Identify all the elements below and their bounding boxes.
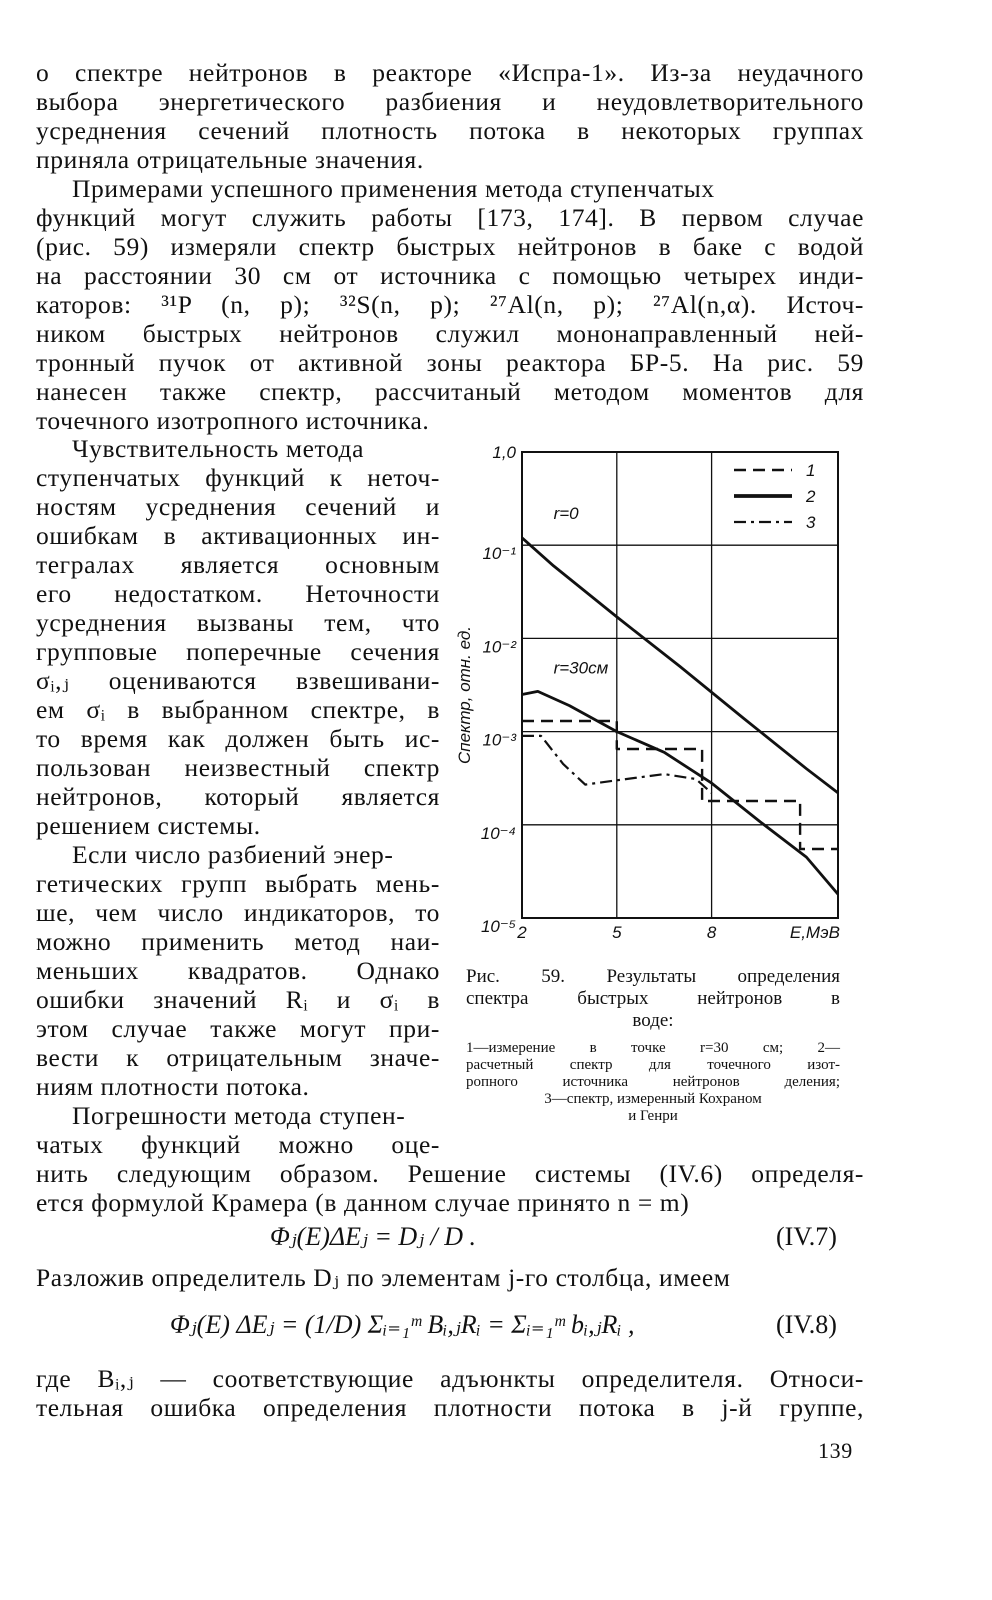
formula-number: (IV.7) (776, 1222, 837, 1251)
text-line: выбора энергетического разбиения и неудовлетворительного (36, 87, 864, 116)
text-line: Чувствительность метода (72, 434, 365, 463)
text-line: решением системы. (36, 811, 261, 840)
page-number: 139 (818, 1438, 853, 1463)
text-line: усреднения вызваны тем, что (36, 608, 440, 637)
legend-label: 2 (806, 487, 816, 506)
legend-label: 1 (806, 461, 816, 480)
text-line: чатых функций можно оце- (36, 1130, 440, 1159)
spectrum-chart (452, 440, 852, 960)
text-line: гетических групп выбрать мень- (36, 869, 440, 898)
series-line (522, 721, 838, 849)
text-line: (рис. 59) измеряли спектр быстрых нейтронов в баке с водой (36, 232, 864, 261)
text-line: тронный пучок от активной зоны реактора БР-5. На рис. 59 (36, 348, 864, 377)
x-tick-label: 2 (517, 923, 527, 942)
text-line: вести к отрицательным значе- (36, 1043, 440, 1072)
text-line: каторов: ³¹P (n, p); ³²S(n, p); ²⁷Al(n, p); ²⁷Al(n,α). Источ- (36, 290, 864, 319)
legend-label: 3 (806, 513, 816, 532)
text-line: нанесен также спектр, рассчитаный методом моментов для (36, 377, 864, 406)
text-line: этом случае также могут при- (36, 1014, 440, 1043)
figure-caption-body: 3—спектр, измеренный Кохраном (544, 1091, 762, 1107)
text-line: ступенчатых функций к неточ- (36, 463, 440, 492)
text-line: ошибкам в активационных ин- (36, 521, 440, 550)
formula-iv8: Φⱼ(E) ΔEⱼ = (1/D) Σᵢ₌₁ᵐ Bᵢ,ⱼRᵢ = Σᵢ₌₁ᵐ bᵢ,ⱼRᵢ , (170, 1310, 635, 1339)
y-axis-label: Спектр, отн. ед. (455, 626, 474, 764)
text-line: ностям усреднения сечений и (36, 492, 440, 521)
x-tick-label: 8 (706, 923, 717, 942)
annotation-label: r=0 (553, 504, 579, 524)
y-tick-label: 1,0 (492, 443, 516, 462)
text-line: нить следующим образом. Решение системы (IV.6) определя- (36, 1159, 864, 1188)
figure-caption-title: воде: (632, 1010, 674, 1031)
figure-caption-body: ропного источника нейтронов деления; (466, 1074, 840, 1090)
text-line: Разложив определитель Dⱼ по элементам j-го столбца, имеем (36, 1263, 731, 1292)
text-line: на расстоянии 30 см от источника с помощью четырех инди- (36, 261, 864, 290)
text-line: Примерами успешного применения метода ступенчатых (72, 174, 715, 203)
text-line: ем σᵢ в выбранном спектре, в (36, 695, 440, 724)
text-line: тегралах является основным (36, 550, 440, 579)
text-line: тельная ошибка определения плотности потока в j-й группе, (36, 1393, 864, 1422)
text-line: групповые поперечные сечения (36, 637, 440, 666)
text-line: Если число разбиений энер- (72, 840, 394, 869)
y-tick-label: 10⁻⁴ (480, 823, 516, 843)
text-line: приняла отрицательные значения. (36, 145, 424, 174)
text-line: ником быстрых нейтронов служил мононаправленный ней- (36, 319, 864, 348)
text-line: точечного изотропного источника. (36, 406, 430, 435)
text-line: усреднения сечений плотность потока в некоторых группах (36, 116, 864, 145)
annotation-label: r=30см (553, 658, 609, 678)
text-line: ется формулой Крамера (в данном случае принято n = m) (36, 1188, 690, 1217)
text-line: о спектре нейтронов в реакторе «Испра-1». Из-за неудачного (36, 58, 864, 87)
text-line: ше, чем число индикаторов, то (36, 898, 440, 927)
text-line: где Bᵢ,ⱼ — соответствующие адъюнкты определителя. Относи- (36, 1364, 864, 1393)
figure-caption-title: Рис. 59. Результаты определения (466, 966, 840, 987)
y-tick-label: 10⁻³ (482, 730, 516, 750)
x-axis-label: Е,МэВ (789, 923, 840, 942)
figure-caption-body: 1—измерение в точке r=30 см; 2— (466, 1040, 840, 1056)
y-tick-label: 10⁻⁵ (480, 917, 516, 936)
y-tick-label: 10⁻¹ (482, 544, 516, 564)
formula-number: (IV.8) (776, 1310, 837, 1339)
x-tick-label: 5 (612, 923, 622, 942)
figure-caption-title: спектра быстрых нейтронов в (466, 988, 840, 1009)
text-line: ошибки значений Rᵢ и σᵢ в (36, 985, 440, 1014)
text-line: функций могут служить работы [173, 174]. В первом случае (36, 203, 864, 232)
figure-caption-body: расчетный спектр для точечного изот- (466, 1057, 840, 1073)
y-tick-label: 10⁻² (482, 637, 516, 657)
text-line: Погрешности метода ступен- (72, 1101, 406, 1130)
text-line: пользован неизвестный спектр (36, 753, 440, 782)
text-line: можно применить метод наи- (36, 927, 440, 956)
text-line: ниям плотности потока. (36, 1072, 310, 1101)
text-line: то время как должен быть ис- (36, 724, 440, 753)
text-line: его недостатком. Неточности (36, 579, 440, 608)
formula-iv7: Φⱼ(E)ΔEⱼ = Dⱼ / D . (270, 1222, 477, 1251)
figure-caption-body: и Генри (628, 1108, 678, 1124)
text-line: нейтронов, который является (36, 782, 440, 811)
text-line: σᵢ,ⱼ оцениваются взвешивани- (36, 666, 440, 695)
text-line: меньших квадратов. Однако (36, 956, 440, 985)
